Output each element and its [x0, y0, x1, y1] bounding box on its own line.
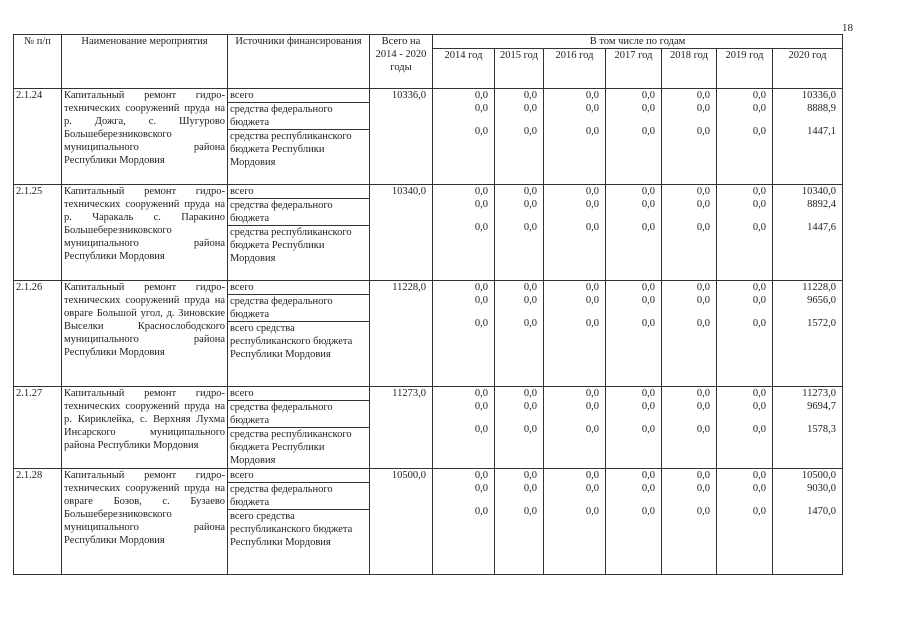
funding-source: всего — [230, 388, 254, 399]
year-value: 0,0 — [752, 318, 766, 329]
year-value: 9030,0 — [807, 483, 836, 494]
year-value: 10336,0 — [801, 90, 836, 101]
year-value: 0,0 — [752, 506, 766, 517]
year-value: 0,0 — [696, 282, 710, 293]
year-value: 0,0 — [752, 199, 766, 210]
year-value: 0,0 — [696, 318, 710, 329]
header-source: Источники финансирования — [228, 35, 370, 89]
funding-source: всего средства республиканского бюджета Республики Мордовия — [228, 509, 369, 549]
year-value: 0,0 — [585, 186, 599, 197]
year-value: 0,0 — [641, 470, 655, 481]
funding-source: всего — [230, 282, 254, 293]
year-value: 0,0 — [474, 222, 488, 233]
year-value: 0,0 — [585, 506, 599, 517]
year-value: 0,0 — [752, 282, 766, 293]
year-values — [544, 281, 606, 387]
year-values — [495, 185, 544, 281]
year-values — [495, 469, 544, 575]
year-value: 0,0 — [752, 424, 766, 435]
year-value: 0,0 — [696, 388, 710, 399]
year-value: 0,0 — [696, 401, 710, 412]
year-value: 0,0 — [523, 388, 537, 399]
year-value: 8888,9 — [807, 103, 836, 114]
year-value: 0,0 — [696, 424, 710, 435]
year-values — [606, 281, 662, 387]
year-value: 8892,4 — [807, 199, 836, 210]
year-value: 0,0 — [641, 388, 655, 399]
year-value: 0,0 — [641, 90, 655, 101]
header-year: 2016 год — [544, 49, 606, 89]
year-value: 0,0 — [752, 295, 766, 306]
year-value: 0,0 — [641, 295, 655, 306]
funding-source: средства республиканского бюджета Республики Мордовия — [228, 225, 369, 265]
year-value: 0,0 — [523, 424, 537, 435]
year-value: 0,0 — [474, 318, 488, 329]
funding-sources — [228, 281, 370, 387]
year-value: 0,0 — [752, 90, 766, 101]
year-value: 1447,1 — [807, 126, 836, 137]
table-row — [14, 387, 843, 469]
year-value: 0,0 — [641, 126, 655, 137]
year-value: 0,0 — [585, 282, 599, 293]
total-value: 10340,0 — [370, 185, 433, 281]
year-value: 0,0 — [523, 318, 537, 329]
year-value: 0,0 — [585, 90, 599, 101]
year-value: 0,0 — [523, 483, 537, 494]
year-value: 0,0 — [585, 103, 599, 114]
year-values — [433, 469, 495, 575]
measure-name: Капитальный ремонт гидро-технических сооружений пруда на р. Чаракаль с. Паракино Большеберезниковского муниципального района Республики Мордовия — [62, 185, 228, 281]
header-year: 2019 год — [717, 49, 773, 89]
header-total: Всего на 2014 - 2020 годы — [370, 35, 433, 89]
year-values — [495, 89, 544, 185]
year-value: 0,0 — [474, 282, 488, 293]
year-value: 0,0 — [641, 506, 655, 517]
row-number: 2.1.27 — [14, 387, 62, 469]
year-value: 0,0 — [641, 222, 655, 233]
year-value: 0,0 — [523, 199, 537, 210]
year-value: 10340,0 — [801, 186, 836, 197]
year-value: 0,0 — [696, 295, 710, 306]
year-value: 0,0 — [523, 401, 537, 412]
year-values — [433, 387, 495, 469]
year-value: 0,0 — [523, 103, 537, 114]
funding-sources — [228, 387, 370, 469]
year-value: 0,0 — [696, 506, 710, 517]
year-values — [544, 89, 606, 185]
year-values — [717, 469, 773, 575]
year-value: 0,0 — [523, 295, 537, 306]
measure-name: Капитальный ремонт гидро-технических сооружений пруда на овраге Бозов, с. Бузаево Большеберезниковского муниципального района Республики Мордовия — [62, 469, 228, 575]
year-values — [495, 281, 544, 387]
year-value: 0,0 — [641, 282, 655, 293]
year-value: 0,0 — [474, 388, 488, 399]
year-values — [773, 89, 843, 185]
year-value: 0,0 — [585, 295, 599, 306]
year-value: 1447,6 — [807, 222, 836, 233]
year-value: 0,0 — [523, 282, 537, 293]
year-values — [544, 185, 606, 281]
year-values — [433, 281, 495, 387]
year-value: 0,0 — [752, 401, 766, 412]
year-value: 0,0 — [474, 103, 488, 114]
year-value: 0,0 — [585, 470, 599, 481]
header-year: 2015 год — [495, 49, 544, 89]
table-row — [14, 89, 843, 185]
year-values — [773, 387, 843, 469]
year-value: 0,0 — [696, 222, 710, 233]
year-value: 1578,3 — [807, 424, 836, 435]
year-value: 0,0 — [474, 186, 488, 197]
header-name: Наименование мероприятия — [62, 35, 228, 89]
measure-name: Капитальный ремонт гидро-технических сооружений пруда на р. Дожга, с. Шугурово Большеберезниковского муниципального района Республики Мордовия — [62, 89, 228, 185]
year-values — [544, 387, 606, 469]
year-value: 0,0 — [696, 199, 710, 210]
year-value: 0,0 — [523, 222, 537, 233]
year-value: 0,0 — [474, 295, 488, 306]
row-number: 2.1.26 — [14, 281, 62, 387]
header-num: № п/п — [14, 35, 62, 89]
funding-source: средства федерального бюджета — [228, 102, 369, 129]
funding-source: средства федерального бюджета — [228, 198, 369, 225]
year-values — [662, 387, 717, 469]
row-number: 2.1.25 — [14, 185, 62, 281]
measure-name: Капитальный ремонт гидро-технических сооружений пруда на овраге Большой угол, д. Зиновские Выселки Краснослободского муниципального района Республики Мордовия — [62, 281, 228, 387]
total-value: 11228,0 — [370, 281, 433, 387]
funding-source: средства федерального бюджета — [228, 482, 369, 509]
year-value: 0,0 — [474, 483, 488, 494]
header-year: 2014 год — [433, 49, 495, 89]
year-values — [606, 185, 662, 281]
funding-sources — [228, 469, 370, 575]
year-values — [606, 469, 662, 575]
year-value: 0,0 — [752, 103, 766, 114]
year-values — [606, 387, 662, 469]
year-value: 0,0 — [523, 126, 537, 137]
year-value: 0,0 — [585, 401, 599, 412]
year-value: 0,0 — [523, 90, 537, 101]
year-value: 9694,7 — [807, 401, 836, 412]
row-number: 2.1.24 — [14, 89, 62, 185]
year-value: 0,0 — [641, 401, 655, 412]
year-values — [662, 281, 717, 387]
year-value: 0,0 — [641, 318, 655, 329]
funding-source: всего средства республиканского бюджета Республики Мордовия — [228, 321, 369, 361]
year-value: 0,0 — [523, 506, 537, 517]
year-value: 0,0 — [752, 126, 766, 137]
year-value: 0,0 — [585, 222, 599, 233]
year-value: 9656,0 — [807, 295, 836, 306]
year-value: 0,0 — [641, 483, 655, 494]
year-value: 1572,0 — [807, 318, 836, 329]
year-values — [495, 387, 544, 469]
year-value: 0,0 — [696, 103, 710, 114]
year-values — [433, 89, 495, 185]
year-value: 0,0 — [696, 483, 710, 494]
year-value: 0,0 — [696, 186, 710, 197]
header-by-years: В том числе по годам — [433, 35, 843, 49]
year-value: 0,0 — [474, 401, 488, 412]
year-value: 0,0 — [474, 470, 488, 481]
year-value: 0,0 — [585, 126, 599, 137]
year-value: 1470,0 — [807, 506, 836, 517]
year-values — [773, 281, 843, 387]
year-value: 0,0 — [752, 483, 766, 494]
year-value: 0,0 — [696, 470, 710, 481]
funding-source: всего — [230, 186, 254, 197]
year-values — [433, 185, 495, 281]
funding-source: средства федерального бюджета — [228, 400, 369, 427]
year-value: 0,0 — [474, 126, 488, 137]
header-year: 2020 год — [773, 49, 843, 89]
year-value: 0,0 — [585, 199, 599, 210]
year-values — [773, 185, 843, 281]
year-values — [606, 89, 662, 185]
row-number: 2.1.28 — [14, 469, 62, 575]
year-values — [662, 185, 717, 281]
year-value: 0,0 — [474, 506, 488, 517]
funding-source: средства республиканского бюджета Республики Мордовия — [228, 427, 369, 467]
year-value: 0,0 — [585, 483, 599, 494]
year-value: 0,0 — [752, 222, 766, 233]
page-number: 18 — [842, 22, 853, 34]
year-value: 0,0 — [641, 199, 655, 210]
table-row — [14, 281, 843, 387]
year-value: 0,0 — [752, 388, 766, 399]
year-values — [717, 89, 773, 185]
funding-source: всего — [230, 90, 254, 101]
total-value: 10336,0 — [370, 89, 433, 185]
year-values — [662, 469, 717, 575]
header-year: 2017 год — [606, 49, 662, 89]
year-value: 0,0 — [641, 103, 655, 114]
year-value: 11228,0 — [802, 282, 836, 293]
year-value: 0,0 — [585, 424, 599, 435]
year-value: 11273,0 — [802, 388, 836, 399]
funding-sources — [228, 185, 370, 281]
year-value: 0,0 — [474, 90, 488, 101]
funding-source: средства федерального бюджета — [228, 294, 369, 321]
funding-sources — [228, 89, 370, 185]
year-value: 0,0 — [523, 186, 537, 197]
table-row — [14, 469, 843, 575]
year-value: 0,0 — [474, 424, 488, 435]
funding-source: всего — [230, 470, 254, 481]
year-value: 0,0 — [752, 186, 766, 197]
funding-source: средства республиканского бюджета Республики Мордовия — [228, 129, 369, 169]
year-value: 0,0 — [641, 186, 655, 197]
year-values — [544, 469, 606, 575]
year-value: 0,0 — [641, 424, 655, 435]
total-value: 10500,0 — [370, 469, 433, 575]
year-value: 0,0 — [585, 388, 599, 399]
year-value: 10500,0 — [801, 470, 836, 481]
year-value: 0,0 — [474, 199, 488, 210]
year-values — [773, 469, 843, 575]
header-year: 2018 год — [662, 49, 717, 89]
year-values — [662, 89, 717, 185]
total-value: 11273,0 — [370, 387, 433, 469]
financing-table — [13, 34, 843, 575]
measure-name: Капитальный ремонт гидро-технических сооружений пруда на р. Кириклейка, с. Верхняя Лухма Инсарского муниципального района Республики Мордовия — [62, 387, 228, 469]
year-value: 0,0 — [523, 470, 537, 481]
year-values — [717, 281, 773, 387]
year-value: 0,0 — [752, 470, 766, 481]
year-value: 0,0 — [585, 318, 599, 329]
year-value: 0,0 — [696, 126, 710, 137]
year-value: 0,0 — [696, 90, 710, 101]
table-row — [14, 185, 843, 281]
year-values — [717, 185, 773, 281]
year-values — [717, 387, 773, 469]
